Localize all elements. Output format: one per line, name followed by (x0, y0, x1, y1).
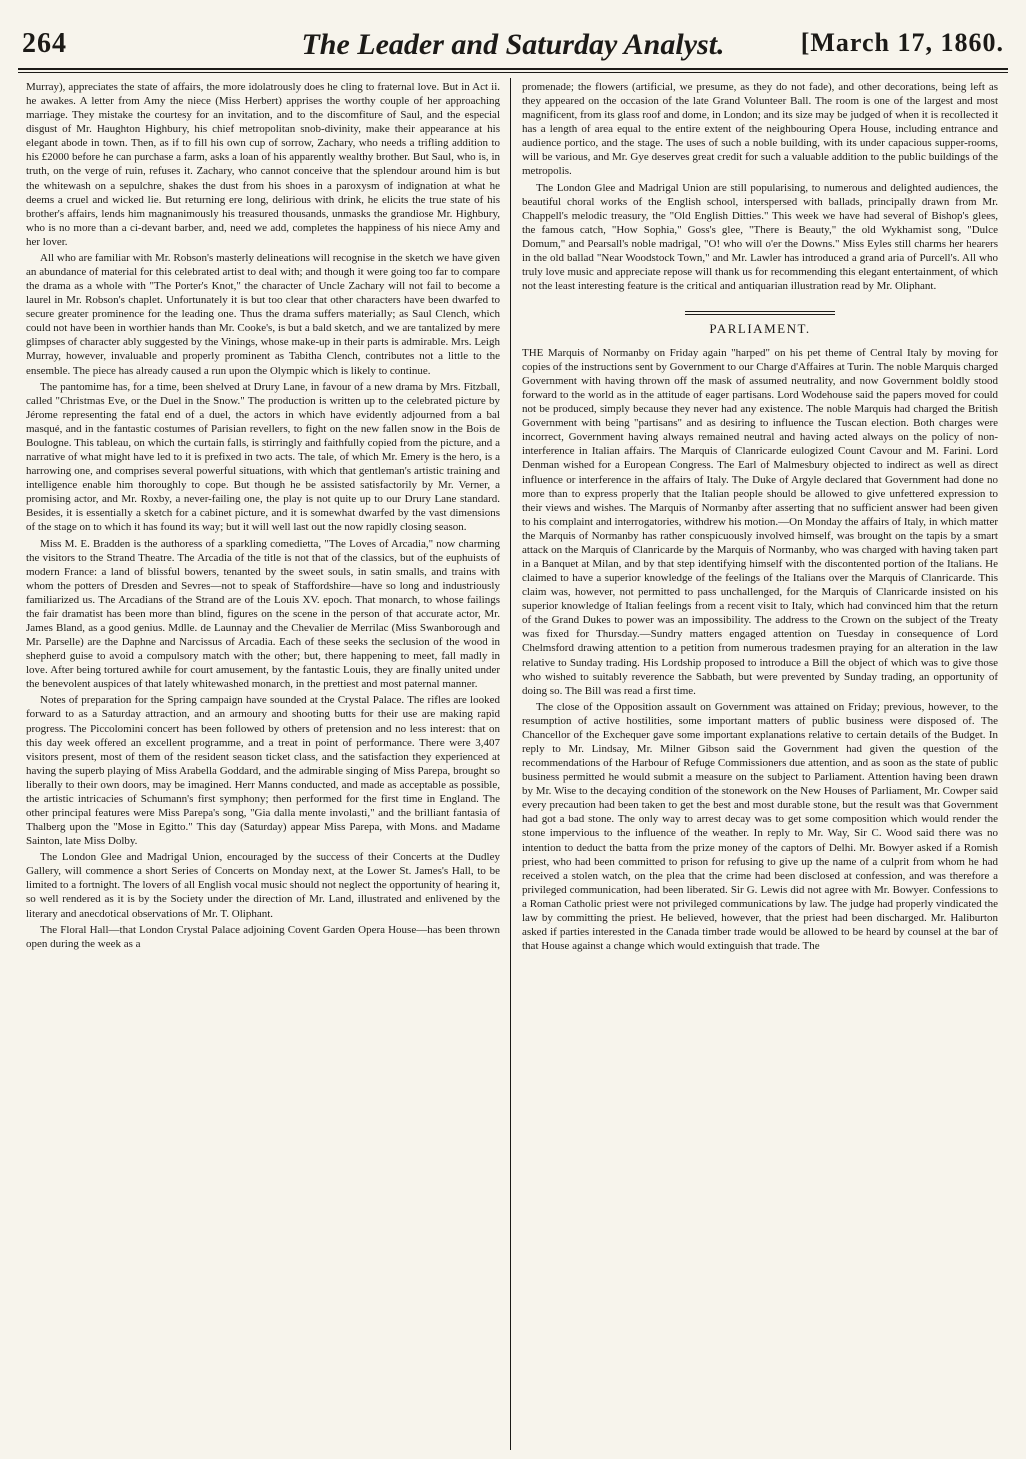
column-divider (510, 78, 511, 1450)
article-paragraph: Miss M. E. Bradden is the authoress of a sparkling comedietta, "The Loves of Arcadia," now charming the visitors to the Strand Theatre. The Arcadia of the title is not that of the classics, but of the euphuists of modern France: a land of blissful bowers, tenanted by the sweet souls, in satin smalls, and trains with whom the potters of Dresden and Sevres—not to speak of Staffordshire—have so long and industriously familiarized us. The Arcadians of the Strand are of the Louis XV. epoch. That monarch, to whose failings the fair dramatist has been more than blind, figures on the scene in the person of that accurate actor, Mr. James Bland, as a good genius. Mdlle. de Launnay and the Chevalier de Merrilac (Miss Swanborough and Mr. Parselle) are the Daphne and Narcissus of Arcadia. Each of these seeks the seclusion of the wood in shepherd guise to avoid a compulsory match with the other; but, there happening to meet, fall madly in love. After being tortured awhile for court amusement, by the fantastic Louis, they are finally united under the benevolent auspices of that lately whitewashed monarch, in the prettiest and most paternal manner. (26, 537, 500, 691)
article-paragraph: Notes of preparation for the Spring campaign have sounded at the Crystal Palace. The rifles are looked forward to as a Saturday attraction, and an armoury and shooting butts for their use are making rapid progress. The Piccolomini concert has been followed by others of pretension and no less interest: that on this day week offered an excellent programme, and a treat in point of performance. There were 3,407 visitors present, most of them of the resident season ticket class, and the satisfaction they experienced at having the superb playing of Miss Arabella Goddard, and the admirable singing of Miss Parepa, brought so liberally to their own doors, may be imagined. Herr Manns conducted, and made as acceptable as possible, the artistic intricacies of Schumann's first symphony; then performed for the first time in England. The other principal features were Miss Parepa's song, "Gia dalla mente involasti," and the brilliant fantasia of Thalberg upon the "Mose in Egitto." This day (Saturday) appear Miss Parepa, with Mons. and Madame Sainton, late Miss Dolby. (26, 694, 500, 848)
header-rule (18, 72, 1008, 73)
parliament-paragraph: THE Marquis of Normanby on Friday again "harped" on his pet theme of Central Italy by moving for copies of the instructions sent by Government to our Charge d'Affaires at Turin. The noble Marquis charged Government with having thrown off the mask of assumed neutrality, and now Government boldly stood forward to the world as in the attitude of eager partisans. Lord Wodehouse said the papers moved for could not be produced, simply because they never had any existence. The noble Marquis had charged the British Government with being "partisans" and as desiring to influence the Tuscan election. Both charges were incorrect, Government having always remained neutral and having acted always on the policy of non-interference in Italian affairs. The Marquis of Clanricarde eulogized Count Cavour and M. Farini. Lord Denman wished for a European Congress. The Earl of Malmesbury objected to indirect as well as direct influence or interference in the affairs of Italy. The Duke of Argyle declared that Government had done no more than to express properly that the Italian people should be allowed to give unfettered expression to their views and wishes. The Marquis of Normanby after asserting that no sufficient answer had been given to his complaint and interrogatories, withdrew his motion.—On Monday the affairs of Italy, in which matter the Marquis of Normanby has rather conspicuously involved himself, was brought on the tapis by a smart attack on the Marquis of Clanricarde by the Marquis of Normanby, who was charged with having taken part in a Banquet at Milan, and by that step identifying himself with the discontented portion of the Italians. He claimed to have a superior knowledge of the feelings of the Italians over the Marquis of Clanricarde. This claim was, however, not permitted to pass unchallenged, for the Marquis of Clanricarde insisted on his superior knowledge of Italian feelings from a recent visit to Italy, which had convinced him that the return of the Grand Dukes to power was an impossibility. The address to the Crown on the subject of the Treaty was fixed for Thursday.—Sundry matters engaged attention on Tuesday in consequence of Lord Chelmsford drawing attention to a petition from numerous tradesmen praying for an alteration in the law relative to Sunday trading. His Lordship proposed to introduce a Bill the object of which was to give those who wished to suitably reverence the Sabbath, but were prevented by Sunday trading, an opportunity of doing so. The Bill was read a first time. (522, 346, 998, 697)
article-paragraph: All who are familiar with Mr. Robson's masterly delineations will recognise in the sketch we have given an abundance of material for this celebrated artist to deal with; and though it were going too far to compare the drama as a whole with "The Porter's Knot," the character of Uncle Zachary will not fail to become a laurel in Mr. Robson's chaplet. Unfortunately it is but too clear that other characters have been dwarfed to secure greater prominence for the leading one. Thus the drama suffers materially; as Saul Clench, which could not have been in worthier hands than Mr. Cooke's, is but a bald sketch, and we are tantalized by mere glimpses of character ably suggested by the Vinings, whose make-up in their parts is admirable. Mrs. Leigh Murray, however, invaluable and properly prominent as Tabitha Clench, contributes not a little to the ensemble. The piece has already caused a run upon the Olympic which is likely to continue. (26, 251, 500, 377)
left-column (26, 80, 500, 1448)
article-paragraph: The Floral Hall—that London Crystal Palace adjoining Covent Garden Opera House—has been thrown open during the week as a (26, 923, 500, 950)
article-paragraph: The London Glee and Madrigal Union, encouraged by the success of their Concerts at the Dudley Gallery, will commence a short Series of Concerts on Monday next, at the Lower St. James's Hall, to be limited to a fortnight. The lovers of all English vocal music should not neglect the opportunity of hearing it, so well rendered as it is by the Society under the direction of Mr. Land, illustrated and enlivened by the literary and anecdotical observations of Mr. T. Oliphant. (26, 851, 500, 920)
article-paragraph: The London Glee and Madrigal Union are still popularising, to numerous and delighted audiences, the beautiful choral works of the English school, interspersed with ballads, principally drawn from Mr. Chappell's melodic treasury, the "Old English Ditties." This week we have had several of Bishop's glees, the famous catch, "How Sophia," Goss's glee, "There is Beauty," the old Wykhamist song, "Dulce Domum," and Pearsall's noble madrigal, "O! who will o'er the Downs." Miss Eyles still charms her hearers in the old ballad "Near Woodstock Town," and Mr. Lawler has introduced a grand aria of Purcell's. All who truly love music and appreciate repose will thank us for recommending this elegant entertainment, of which not the least interesting feature is the critical and antiquarian illustration read by Mr. Oliphant. (522, 181, 998, 293)
section-title-parliament: PARLIAMENT. (709, 321, 811, 337)
page-header (18, 22, 1008, 70)
section-rule (685, 311, 835, 315)
article-paragraph: The pantomime has, for a time, been shelved at Drury Lane, in favour of a new drama by Mrs. Fitzball, called "Christmas Eve, or the Duel in the Snow." The production is written up to the celebrated picture by Jérome representing the fatal end of a duel, the actors in which have evidently adjourned from a bal masqué, and in the fantastic costumes of Parisian revellers, to fight on the new fallen snow in the Bois de Boulogne. This tableau, on which the curtain falls, is stirringly and faithfully copied from the picture, and a narrative of what might have led to it is prefixed in two acts. The tale, of which Mr. Emery is the hero, is a harrowing one, and comprises several powerful situations, with which that gentleman's artistic training and intelligence enable him thoroughly to cope. But though he be assisted satisfactorily by Mr. Verner, a promising actor, and Mr. Roxby, a never-failing one, the play is not quite up to our Drury Lane standard. Besides, it is essentially a sketch for a cabinet picture, and it is somewhat dwarfed by the vast dimensions of the stage on to which it has found its way; but it will well last out the now rapidly closing season. (26, 380, 500, 534)
article-paragraph: promenade; the flowers (artificial, we presume, as they do not fade), and other decorations, being left as they appeared on the occasion of the late Grand Volunteer Ball. The room is one of the largest and most magnificent, from its glass roof and dome, in London; and its size may be judged of when it is recollected it has a length of area equal to the entire extent of the neighbouring Opera House, including entrance and audience portico, and the stage. The uses of such a noble building, with its under capacious supper-rooms, will be various, and Mr. Gye deserves great credit for such a valuable addition to the public buildings of the metropolis. (522, 81, 998, 178)
publication-title: The Leader and Saturday Analyst. (301, 28, 725, 61)
right-column (522, 80, 998, 1448)
issue-date: [March 17, 1860. (800, 28, 1004, 57)
page-number: 264 (22, 28, 67, 59)
article-paragraph: Murray), appreciates the state of affairs, the more idolatrously does he cling to fraternal love. But in Act ii. he awakes. A letter from Amy the niece (Miss Herbert) apprises the worthy couple of her approaching marriage. They mistake the courtesy for an invitation, and to the discomfiture of Saul, and the especial disgust of Mr. Haughton Highbury, his chief metropolitan snob-divinity, make their appearance at his elegant abode in town. Then, as if to fill his own cup of sorrow, Zachary, who needs a trifling addition to his £2000 before he can purchase a farm, asks a loan of his apparently wealthy brother. But Saul, who is, in truth, on the verge of ruin, refuses it. Zachary, who cannot conceive that the splendour around him is but the whitewash on a sepulchre, shakes the dust from his shoes in a paroxysm of indignation at what he deems a cruel and wicked lie. But returning ere long, delirious with drink, he elicits the true state of his brother's affairs, lends him magnanimously his treasured thousands, unmasks the grandiose Mr. Highbury, who is no more than a ci-devant barber, and, need we add, completes the happiness of his niece Amy and her lover. (26, 81, 500, 248)
parliament-section (522, 346, 998, 953)
parliament-paragraph: The close of the Opposition assault on Government was attained on Friday; previous, however, to the resumption of active hostilities, some important matters of public business were disposed of. The Chancellor of the Exchequer gave some important explanations relative to certain details of the Budget. In reply to Mr. Lindsay, Mr. Milner Gibson said the Government had given the question of the recommendations of the Harbour of Refuge Commissioners due attention, and as soon as the state of public business permitted he would submit a measure on the subject to Parliament. Attention having been drawn by Mr. Wise to the decaying condition of the stonework on the New Houses of Parliament, Mr. Cowper said every precaution had been taken to get the best and most durable stone, but the result was that Government had got a bad stone. The only way to arrest decay was to get some composition which would render the stone impervious to the influence of the weather. In reply to Mr. Way, Sir C. Wood said there was no intention to deduct the batta from the prize money of the captors of Delhi. Mr. Bowyer asked if a Romish priest, who had been committed to prison for refusing to give up the name of a culprit from whom he had received a stolen watch, on the plea that the crime had been disclosed at confession, and was therefore a privileged communication, had been liberated. Sir G. Lewis did not agree with Mr. Bowyer. Confessions to a Roman Catholic priest were not privileged communications by law. The judge had properly vindicated the law by committing the priest. He believed, however, that the priest had been discharged. Mr. Haliburton asked if parties interested in the Canada timber trade would be allowed to be heard by counsel at the bar of that House against a change which would extinguish that trade. The (522, 700, 998, 953)
